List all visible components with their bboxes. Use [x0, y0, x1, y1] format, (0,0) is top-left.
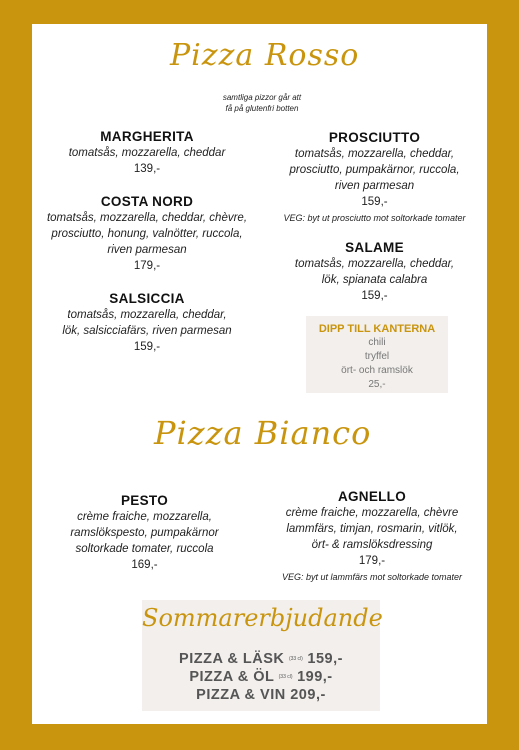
- item-price: 179,-: [133, 260, 161, 272]
- veg-note: VEG: byt ut lammfärs mot soltorkade tomater: [281, 572, 463, 582]
- menu-page: [32, 24, 487, 724]
- item-desc: prosciutto, pumpakärnor, ruccola,: [289, 164, 460, 176]
- gluten-free-note: [202, 92, 322, 114]
- menu-item-salsiccia: [32, 290, 262, 356]
- pizza-bianco-title: Pizza Bianco: [154, 414, 372, 452]
- item-price: 159,-: [361, 196, 388, 208]
- item-desc: soltorkade tomater, ruccola: [75, 543, 214, 555]
- item-price: 159,-: [133, 341, 161, 353]
- offer-soda-price: 159,-: [307, 651, 343, 667]
- veg-note: VEG: byt ut prosciutto mot soltorkade tomater: [283, 213, 466, 223]
- item-name: SALSICCIA: [109, 291, 185, 306]
- item-desc: tomatsås, mozzarella, cheddar,: [294, 258, 455, 270]
- gluten-free-note-line-1: samtliga pizzor går att: [222, 93, 302, 102]
- item-name: PESTO: [120, 493, 169, 508]
- summer-offer-lines: [142, 650, 380, 704]
- menu-item-salame: [262, 239, 487, 305]
- item-price: 139,-: [133, 163, 161, 175]
- item-desc: crème fraiche, mozzarella,: [77, 511, 212, 523]
- item-name: AGNELLO: [337, 489, 407, 504]
- dip-box: [306, 316, 448, 393]
- menu-item-costa-nord: [32, 193, 262, 275]
- dip-title: DIPP TILL KANTERNA: [318, 323, 436, 335]
- item-desc: ramslökspesto, pumpakärnor: [70, 527, 219, 539]
- item-desc: lök, spianata calabra: [321, 274, 428, 286]
- menu-item-pesto: [32, 492, 257, 574]
- menu-item-prosciutto: [262, 129, 487, 225]
- item-desc: tomatsås, mozzarella, cheddar, chèvre,: [46, 212, 248, 224]
- summer-offer-title: Sommarerbjudande: [142, 604, 383, 632]
- item-desc: tomatsås, mozzarella, cheddar,: [67, 309, 227, 321]
- dip-item: ört- och ramslök: [341, 365, 413, 376]
- offer-beer-size: (33 cl): [278, 674, 293, 681]
- item-desc: crème fraiche, mozzarella, chèvre: [285, 507, 459, 519]
- dip-price: 25,-: [368, 379, 386, 390]
- item-price: 179,-: [358, 555, 386, 567]
- item-desc: lammfärs, timjan, rosmarin, vitlök,: [286, 523, 458, 535]
- pizza-rosso-title: Pizza Rosso: [170, 38, 360, 73]
- gluten-free-note-line-2: få på glutenfri botten: [225, 104, 299, 113]
- dip-item: chili: [368, 337, 386, 348]
- offer-line-beer: [142, 668, 380, 686]
- menu-item-margherita: [32, 128, 262, 178]
- offer-beer-label: PIZZA & ÖL: [189, 669, 275, 686]
- item-name: SALAME: [345, 240, 404, 255]
- item-desc: lök, salsicciafärs, riven parmesan: [62, 325, 232, 337]
- item-desc: tomatsås, mozzarella, cheddar,: [294, 148, 455, 160]
- offer-beer-price: 199,-: [297, 669, 333, 686]
- offer-line-soda: [142, 650, 380, 668]
- menu-item-agnello: [257, 488, 487, 584]
- item-name: MARGHERITA: [100, 129, 194, 144]
- offer-line-wine: PIZZA & VIN 209,-: [196, 687, 326, 704]
- item-desc: riven parmesan: [107, 244, 187, 256]
- item-desc: tomatsås, mozzarella, cheddar: [68, 147, 226, 159]
- item-desc: riven parmesan: [334, 180, 415, 192]
- offer-soda-size: (33 cl): [288, 656, 303, 663]
- item-desc: ört- & ramslöksdressing: [311, 539, 433, 551]
- item-name: COSTA NORD: [100, 194, 194, 209]
- summer-offer-box: [142, 600, 383, 711]
- item-price: 169,-: [131, 559, 158, 571]
- item-price: 159,-: [361, 290, 388, 302]
- item-name: PROSCIUTTO: [328, 130, 421, 145]
- dip-item: tryffel: [364, 351, 390, 362]
- offer-soda-label: PIZZA & LÄSK: [179, 651, 285, 667]
- item-desc: prosciutto, honung, valnötter, ruccola,: [51, 228, 243, 240]
